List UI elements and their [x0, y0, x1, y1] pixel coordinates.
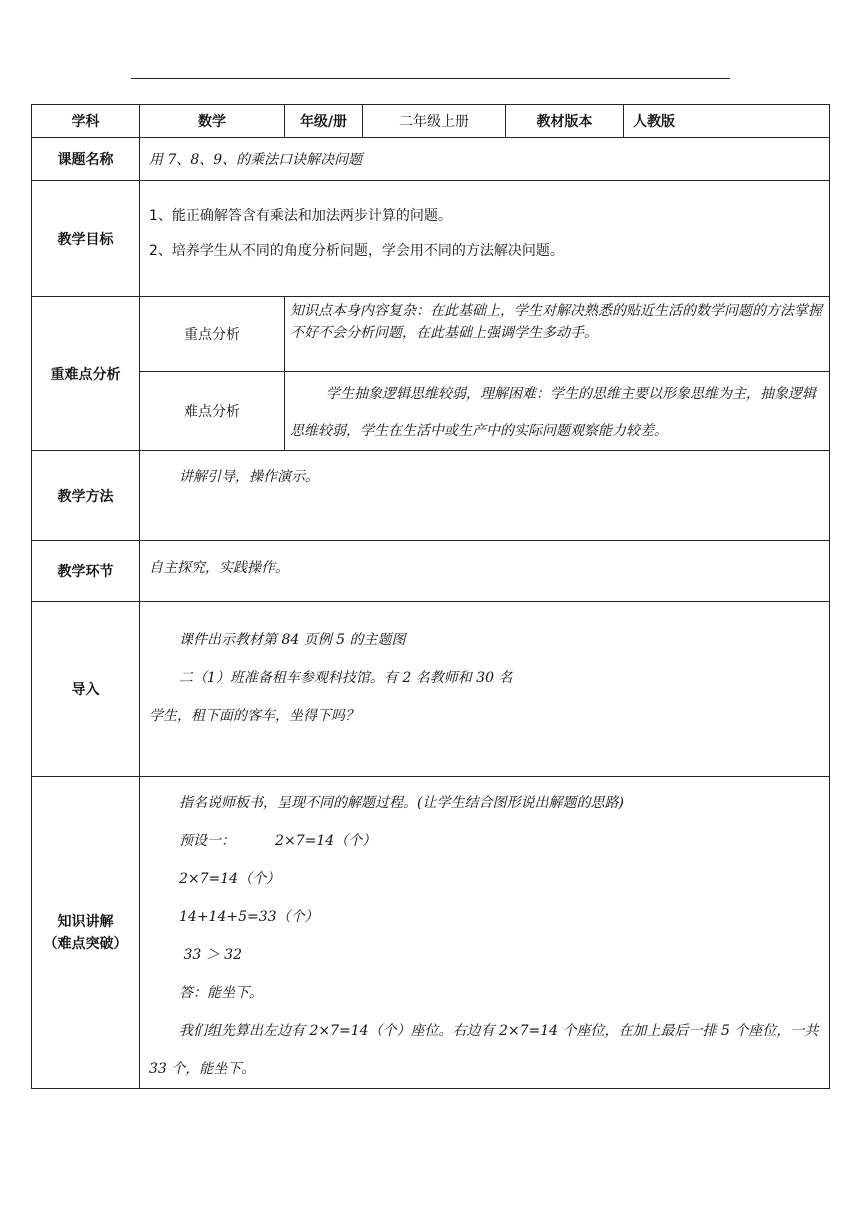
knowledge-label — [32, 777, 140, 1089]
key-analysis-label: 重点分析 — [140, 297, 285, 372]
intro-cell — [140, 602, 830, 777]
header-rule — [131, 78, 730, 79]
grade-label: 年级/册 — [285, 105, 363, 138]
key-analysis-row — [32, 297, 830, 372]
knowledge-line: 我们组先算出左边有 2×7=14（个）座位。右边有 2×7=14 个座位，在加上最后一排 5 个座位，一共 33 个，能坐下。 — [149, 1023, 819, 1077]
edition-label: 教材版本 — [506, 105, 624, 138]
lesson-title-label: 课题名称 — [32, 138, 140, 181]
method-label: 教学方法 — [32, 451, 140, 541]
subject-value: 数学 — [140, 105, 285, 138]
lesson-title-row — [32, 138, 830, 181]
goal-item: 2、培养学生从不同的角度分析问题，学会用不同的方法解决问题。 — [149, 243, 564, 259]
steps-row — [32, 541, 830, 602]
header-row — [32, 105, 830, 138]
goals-label: 教学目标 — [32, 181, 140, 297]
lesson-title-value: 用 7、8、9、的乘法口诀解决问题 — [140, 138, 830, 181]
grade-value: 二年级上册 — [363, 105, 506, 138]
knowledge-label-line1: 知识讲解 — [57, 913, 114, 930]
goals-row — [32, 181, 830, 297]
knowledge-cell — [140, 777, 830, 1089]
subject-label: 学科 — [32, 105, 140, 138]
goals-cell — [140, 181, 830, 297]
knowledge-line: 指名说师板书，呈现不同的解题过程。(让学生结合图形说出解题的思路) — [179, 795, 624, 811]
difficult-analysis-row — [32, 372, 830, 451]
intro-line: 二（1）班准备租车参观科技馆。有 2 名教师和 30 名 — [179, 670, 513, 686]
analysis-label: 重难点分析 — [32, 297, 140, 451]
difficult-analysis-label: 难点分析 — [140, 372, 285, 451]
method-text: 讲解引导，操作演示。 — [140, 451, 830, 541]
knowledge-line: 答：能坐下。 — [179, 985, 263, 1001]
knowledge-line: 14+14+5=33（个） — [179, 909, 319, 925]
knowledge-line: 2×7=14（个） — [179, 871, 281, 887]
intro-label: 导入 — [32, 602, 140, 777]
method-row — [32, 451, 830, 541]
key-analysis-text: 知识点本身内容复杂：在此基础上，学生对解决熟悉的贴近生活的数学问题的方法掌握不好不会分析问题，在此基础上强调学生多动手。 — [285, 297, 830, 372]
steps-label: 教学环节 — [32, 541, 140, 602]
intro-row — [32, 602, 830, 777]
knowledge-line: 33 ＞ 32 — [179, 947, 242, 963]
intro-line: 课件出示教材第 84 页例 5 的主题图 — [179, 632, 406, 648]
knowledge-line: 预设一： 2×7=14（个） — [179, 833, 377, 849]
knowledge-row — [32, 777, 830, 1089]
edition-value: 人教版 — [624, 105, 830, 138]
difficult-analysis-text: 学生抽象逻辑思维较弱，理解困难：学生的思维主要以形象思维为主，抽象逻辑思维较弱，学生在生活中或生产中的实际问题观察能力较差。 — [285, 372, 830, 451]
intro-line: 学生，租下面的客车，坐得下吗？ — [149, 708, 359, 724]
knowledge-label-line2: （难点突破） — [43, 935, 128, 952]
goal-item: 1、能正确解答含有乘法和加法两步计算的问题。 — [149, 208, 452, 224]
steps-text: 自主探究，实践操作。 — [140, 541, 830, 602]
lesson-plan-table — [31, 104, 830, 1089]
